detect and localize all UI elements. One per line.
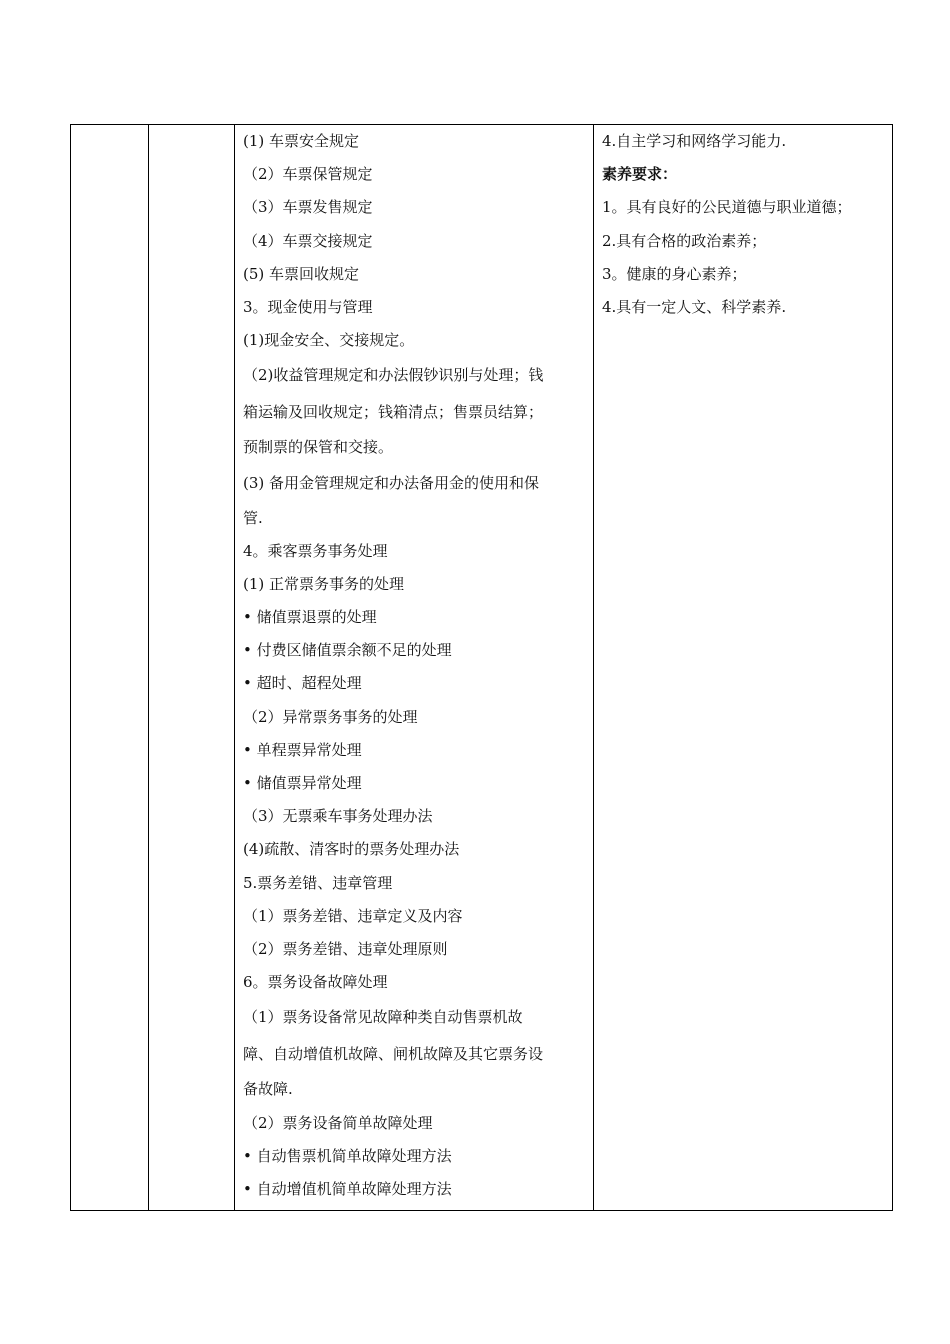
content-line: 备故障. bbox=[243, 1080, 293, 1099]
content-line: 5.票务差错、违章管理 bbox=[243, 873, 393, 892]
content-line: (4)疏散、清客时的票务处理办法 bbox=[243, 840, 460, 859]
requirements-column bbox=[602, 125, 892, 1210]
content-line: 6。票务设备故障处理 bbox=[243, 973, 388, 992]
content-line: （1）票务设备常见故障种类自动售票机故 bbox=[243, 1008, 523, 1027]
content-line: 4。乘客票务事务处理 bbox=[243, 541, 388, 560]
content-line: • 储值票异常处理 bbox=[243, 774, 362, 792]
content-line: （4）车票交接规定 bbox=[243, 231, 373, 250]
content-line: （1）票务差错、违章定义及内容 bbox=[243, 906, 463, 925]
curriculum-table bbox=[70, 124, 893, 1211]
column-divider-2 bbox=[234, 125, 235, 1210]
content-line: 箱运输及回收规定；钱箱清点；售票员结算； bbox=[243, 403, 544, 422]
content-line: （3）无票乘车事务处理办法 bbox=[243, 807, 433, 826]
literacy-item: 4.具有一定人文、科学素养. bbox=[602, 297, 787, 316]
content-line: • 自动售票机简单故障处理方法 bbox=[243, 1146, 452, 1165]
content-line: • 自动增值机简单故障处理方法 bbox=[243, 1179, 452, 1198]
content-line: (1) 正常票务事务的处理 bbox=[243, 574, 405, 593]
content-line: 预制票的保管和交接。 bbox=[243, 438, 394, 457]
content-line: • 储值票退票的处理 bbox=[243, 608, 377, 627]
content-line: （3）车票发售规定 bbox=[243, 198, 373, 217]
empty-column-1 bbox=[71, 125, 148, 1210]
content-line: （2)收益管理规定和办法假钞识别与处理；钱 bbox=[243, 366, 544, 385]
content-line: 障、自动增值机故障、闸机故障及其它票务设 bbox=[243, 1045, 544, 1064]
content-line: 3。现金使用与管理 bbox=[243, 297, 373, 316]
content-line: (3) 备用金管理规定和办法备用金的使用和保 bbox=[243, 473, 540, 492]
ability-item: 4.自主学习和网络学习能力. bbox=[602, 132, 787, 150]
content-line: (1) 车票安全规定 bbox=[243, 132, 360, 150]
content-line: • 超时、超程处理 bbox=[243, 674, 362, 693]
literacy-item: 3。健康的身心素养； bbox=[602, 264, 747, 283]
content-line: • 付费区储值票余额不足的处理 bbox=[243, 641, 452, 660]
content-line: (5) 车票回收规定 bbox=[243, 264, 360, 283]
content-column bbox=[243, 125, 588, 1210]
content-line: • 单程票异常处理 bbox=[243, 740, 362, 759]
literacy-item: 1。具有良好的公民道德与职业道德； bbox=[602, 198, 852, 217]
content-line: 管. bbox=[243, 508, 263, 527]
content-line: （2）车票保管规定 bbox=[243, 165, 373, 184]
content-line: （2）票务设备简单故障处理 bbox=[243, 1113, 433, 1132]
literacy-heading: 素养要求： bbox=[602, 165, 678, 184]
content-line: （2）异常票务事务的处理 bbox=[243, 707, 418, 726]
empty-column-2 bbox=[148, 125, 234, 1210]
content-line: (1)现金安全、交接规定。 bbox=[243, 331, 415, 350]
literacy-item: 2.具有合格的政治素养； bbox=[602, 231, 767, 250]
column-divider-3 bbox=[593, 125, 594, 1210]
content-line: （2）票务差错、违章处理原则 bbox=[243, 939, 448, 958]
